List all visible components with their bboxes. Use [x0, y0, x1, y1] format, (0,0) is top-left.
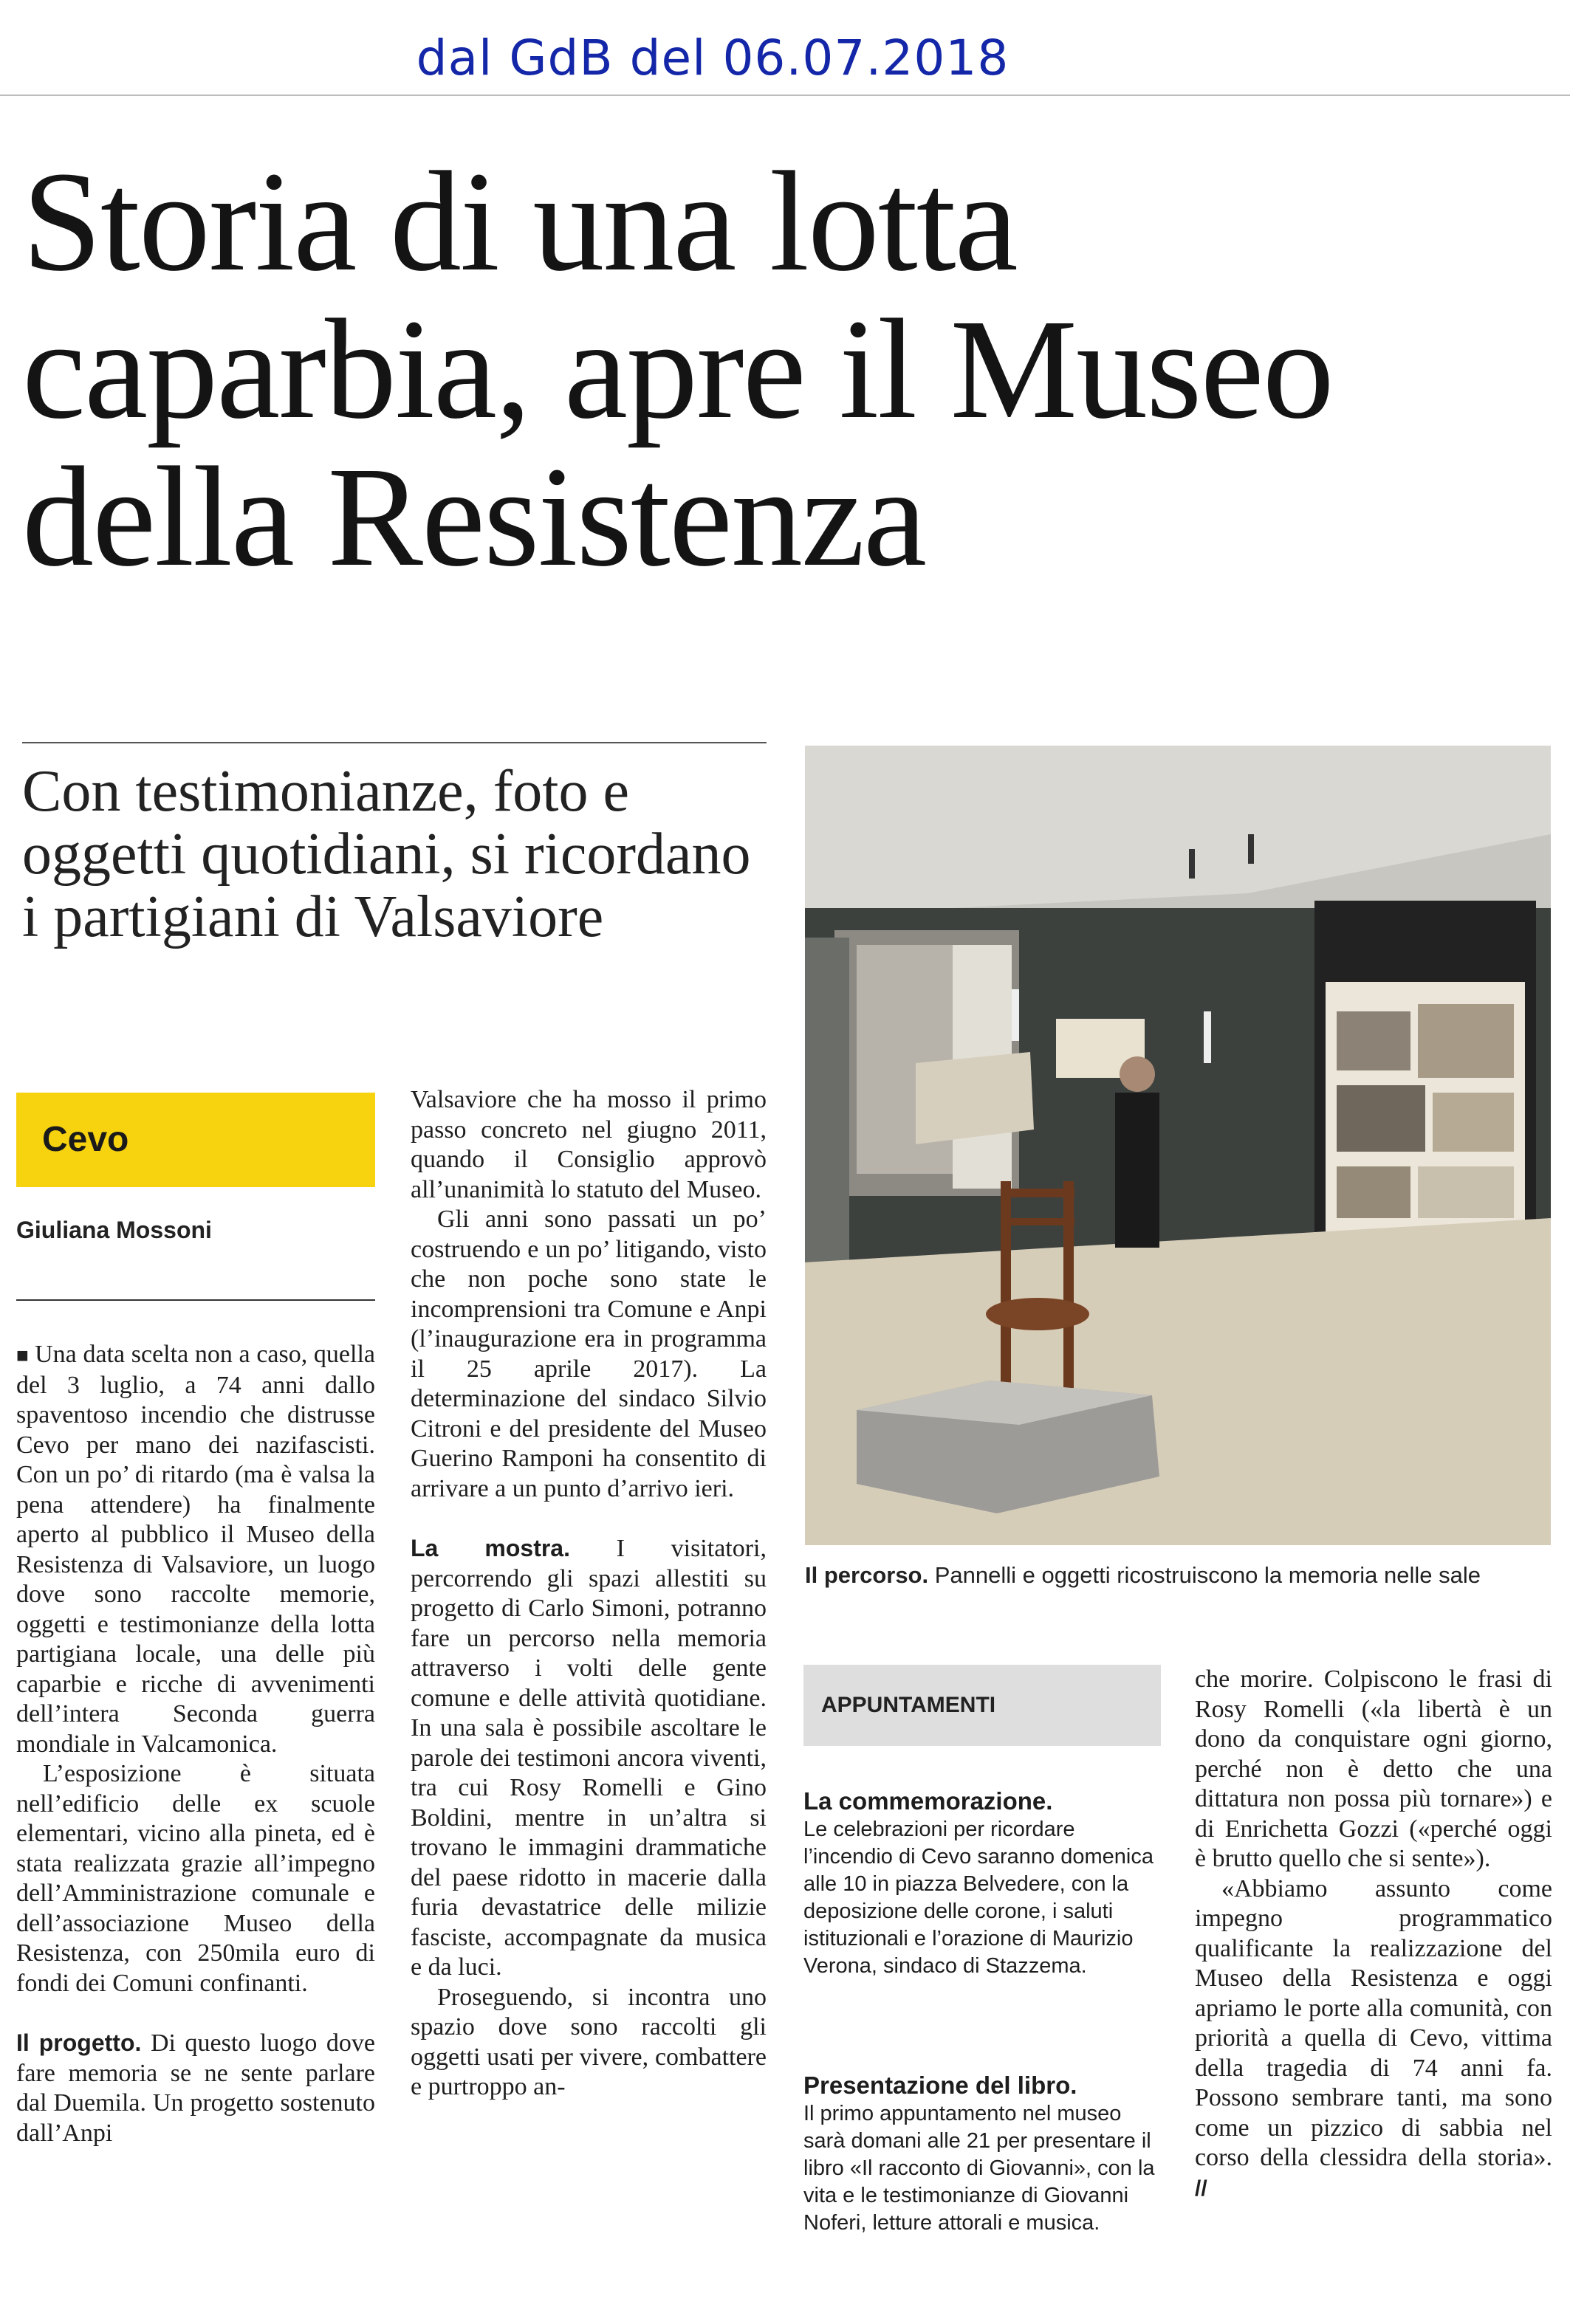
paragraph-text: Di questo luogo dove fare memoria se ne sente parlare dal Duemila. Un progetto sostenuto dall’Anpi	[16, 2029, 375, 2147]
event-title: Presentazione del libro.	[803, 2072, 1077, 2099]
article-paragraph	[16, 2028, 375, 2148]
location-label: Cevo	[42, 1120, 129, 1159]
article-column-4	[1195, 1665, 1552, 2204]
bullet-icon: ■	[16, 1344, 30, 1366]
headline: Storia di una lotta caparbia, apre il Museo della Resistenza	[22, 142, 1333, 596]
event-title: La commemorazione.	[803, 1787, 1053, 1815]
paragraph-text: «Abbiamo assunto come impegno programmatico qualificante la realizzazione del Museo della Resistenza e oggi apriamo le porte alla comunità, con priorità a quella di Cevo, vittima della tragedia di 74 anni fa. Possono sembrare tanti, ma sono come un pizzico di sabbia nel corso della clessidra della storia».	[1195, 1874, 1552, 2171]
appuntamenti-title: APPUNTAMENTI	[821, 1693, 996, 1717]
paragraph-text: I visitatori, percorrendo gli spazi allestiti su progetto di Carlo Simoni, potranno fare un percorso nella memoria attraverso i volti delle gente comune e delle attività quotidiane. In una sala è possibile ascoltare le parole dei testimoni ancora viventi, tra cui Rosy Romelli e Gino Boldini, mentre in un’altra si trovano le immagini drammatiche del paese ridotto in macerie dalla furia devastatrice delle milizie fasciste, accompagnate da musica e da luci.	[411, 1535, 767, 1981]
article-paragraph	[1195, 1874, 1552, 2204]
article-paragraph: Gli anni sono passati un po’ costruendo e un po’ litigando, visto che non poche sono state le incomprensioni tra Comune e Anpi (l’inaugurazione era in programma il 25 aprile 2017). La determinazione del sindaco Silvio Citroni e del presidente del Museo Guerino Ramponi ha consentito di arrivare a un punto d’arrivo ieri.	[411, 1206, 767, 1502]
event-commemorazione	[803, 1787, 1161, 1980]
event-text: Le celebrazioni per ricordare l’incendio di Cevo saranno domenica alle 10 in piazza Belvedere, con la deposizione delle corone, i saluti istituzionali e l’orazione di Maurizio Verona, sindaco di Stazzema.	[803, 1818, 1153, 1978]
subheadline: Con testimonianze, foto e oggetti quotidiani, si ricordano i partigiani di Valsaviore	[22, 759, 751, 949]
event-text: Il primo appuntamento nel museo sarà domani alle 21 per presentare il libro «Il racconto di Giovanni», con la vita e le testimonianze di Giovanni Noferi, letture attorali e musica.	[803, 2102, 1155, 2235]
source-line: dal GdB del 06.07.2018	[416, 30, 1009, 86]
article-paragraph: Valsaviore che ha mosso il primo passo concreto nel giugno 2011, quando il Consiglio approvò all’unanimità lo statuto del Museo.	[411, 1086, 767, 1203]
museum-photo	[805, 746, 1551, 1545]
end-mark: //	[1195, 2176, 1207, 2201]
appuntamenti-header	[803, 1665, 1161, 1746]
section-lead: Il progetto.	[16, 2029, 142, 2056]
section-lead: La mostra.	[411, 1535, 570, 1561]
article-column-1	[16, 1340, 375, 2148]
article-paragraph: Proseguendo, si incontra uno spazio dove sono raccolti gli oggetti usati per vivere, combattere e purtroppo an-	[411, 1983, 767, 2100]
article-paragraph: che morire. Colpiscono le frasi di Rosy Romelli («la libertà è un dono da conquistare ogni giorno, perché non è detto che una dittatura non possa più tornare») e di Enrichetta Gozzi («perché oggi è brutto quello che si sente»).	[1195, 1665, 1552, 1872]
paragraph-text: Una data scelta non a caso, quella del 3 luglio, a 74 anni dallo spaventoso incendio che distrusse Cevo per mano dei nazifascisti. Con un po’ di ritardo (ma è valsa la pena attendere) ha finalmente aperto al pubblico il Museo della Resistenza di Valsaviore, un luogo dove sono raccolte memorie, oggetti e testimonianze della lotta partigiana locale, una delle più caparbie e ricche di avvenimenti dell’intera Seconda guerra mondiale in Valcamonica.	[16, 1341, 375, 1758]
caption-text: Pannelli e oggetti ricostruiscono la memoria nelle sale	[934, 1562, 1481, 1588]
author-byline: Giuliana Mossoni	[16, 1217, 212, 1243]
event-presentazione-libro	[803, 2071, 1161, 2237]
byline-divider	[16, 1299, 375, 1301]
article-paragraph	[16, 1340, 375, 1759]
article-paragraph: L’esposizione è situata nell’edificio delle ex scuole elementari, vicino alla pineta, ed è stata realizzata grazie all’impegno dell’Amministrazione comunale e dell’associazione Museo della Resistenza, con 250mila euro di fondi dei Comuni confinanti.	[16, 1760, 375, 1997]
article-paragraph	[411, 1533, 767, 1983]
location-tag	[16, 1093, 375, 1187]
subheadline-divider	[22, 742, 767, 743]
photo-caption	[805, 1561, 1552, 1589]
top-divider	[0, 94, 1570, 96]
article-column-2	[411, 1085, 767, 2103]
caption-lead: Il percorso.	[805, 1562, 929, 1588]
